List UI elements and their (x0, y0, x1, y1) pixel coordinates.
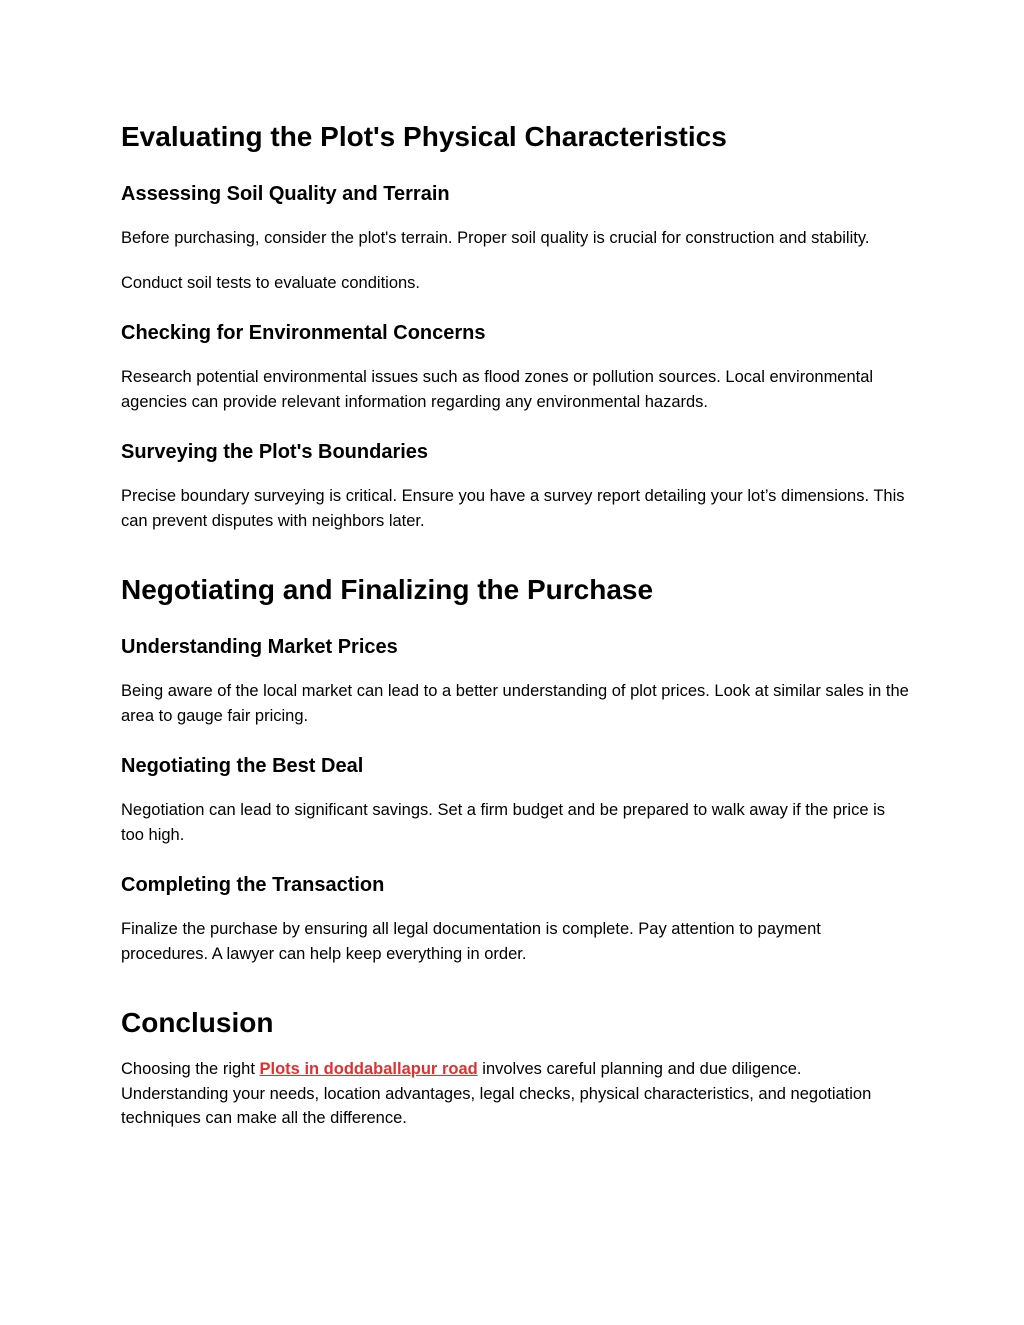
section-heading-conclusion: Conclusion (121, 1007, 274, 1038)
subheading-plot-boundaries: Surveying the Plot's Boundaries (121, 441, 429, 463)
section-heading-physical-characteristics: Evaluating the Plot's Physical Characteristics (121, 121, 727, 152)
subheading-soil-quality: Assessing Soil Quality and Terrain (121, 183, 450, 205)
paragraph-completing-transaction: Finalize the purchase by ensuring all legal documentation is complete. Pay attention to payment procedures. A lawyer can help keep everything in order. (121, 920, 821, 963)
paragraph-plot-boundaries: Precise boundary surveying is critical. Ensure you have a survey report detailing your lot’s dimensions. This can prevent disputes with neighbors later. (121, 487, 905, 530)
subheading-completing-transaction: Completing the Transaction (121, 874, 385, 896)
subheading-best-deal: Negotiating the Best Deal (121, 755, 364, 777)
paragraph-soil-quality-2: Conduct soil tests to evaluate conditions. (121, 273, 421, 292)
paragraph-soil-quality-1: Before purchasing, consider the plot's terrain. Proper soil quality is crucial for construction and stability. (121, 229, 870, 247)
plots-doddaballapur-road-link[interactable]: Plots in doddaballapur road (259, 1060, 478, 1078)
section-heading-negotiating: Negotiating and Finalizing the Purchase (121, 574, 654, 605)
conclusion-text-after-link: involves careful planning and due diligence. Understanding your needs, location advantages, legal checks, physical characteristics, and negotiation techniques can make all the difference. (121, 1060, 872, 1127)
conclusion-text-before-link: Choosing the right (121, 1060, 260, 1078)
paragraph-market-prices: Being aware of the local market can lead to a better understanding of plot prices. Look at similar sales in the area to gauge fair pricing. (121, 682, 909, 725)
paragraph-best-deal: Negotiation can lead to significant savings. Set a firm budget and be prepared to walk away if the price is too high. (121, 801, 886, 844)
subheading-market-prices: Understanding Market Prices (121, 636, 398, 658)
document-content (121, 0, 911, 1131)
subheading-environmental-concerns: Checking for Environmental Concerns (121, 322, 486, 344)
paragraph-environmental-concerns: Research potential environmental issues such as flood zones or pollution sources. Local environmental agencies can provide relevant information regarding any environmental hazards. (121, 368, 874, 411)
paragraph-conclusion (121, 1057, 911, 1131)
